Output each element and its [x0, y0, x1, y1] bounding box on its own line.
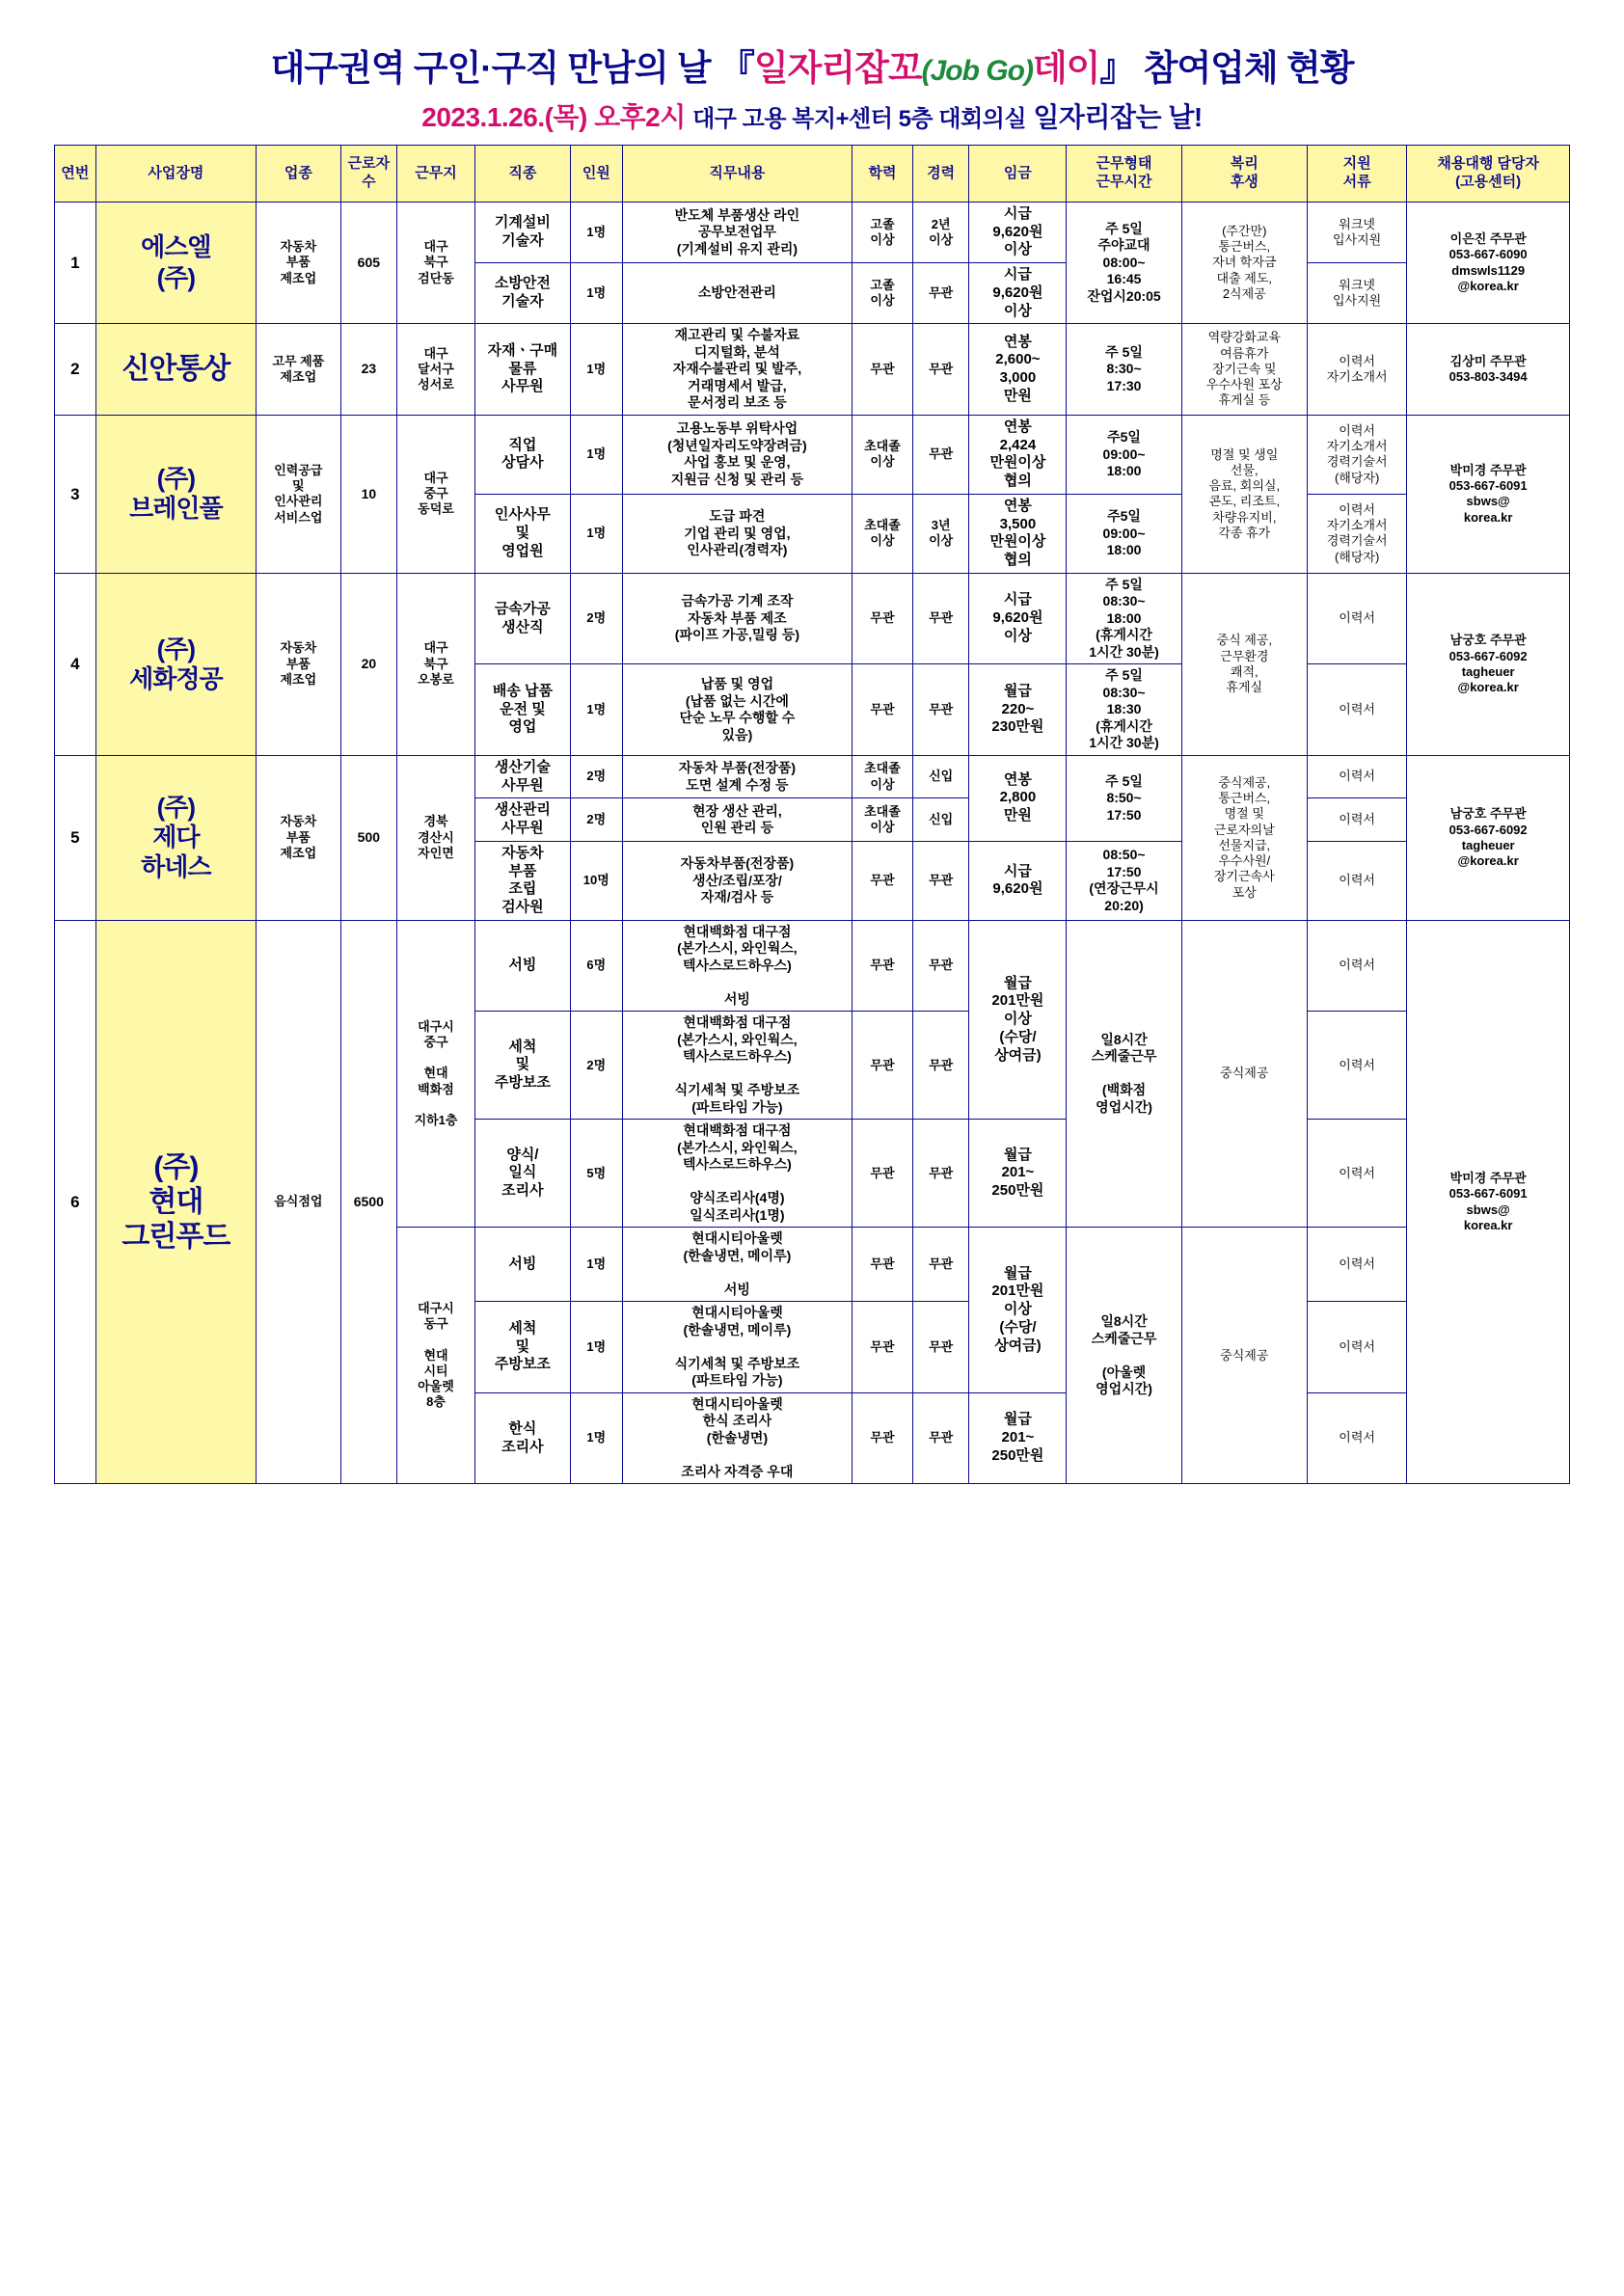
- cell-count: 5명: [570, 1120, 622, 1228]
- cell-company: (주) 제다 하네스: [95, 755, 256, 920]
- table-row: [55, 573, 1570, 664]
- cell-welfare: 명절 및 생일 선물, 음료, 회의실, 콘도, 리조트, 차량유지비, 각종 휴가: [1181, 415, 1307, 573]
- cell-workers: 6500: [340, 920, 396, 1484]
- cell-workers: 10: [340, 415, 396, 573]
- cell-education: 초대졸 이상: [853, 494, 913, 573]
- cell-manager: 남궁호 주무관 053-667-6092 tagheuer @korea.kr: [1407, 573, 1570, 755]
- col-manager: 채용대행 담당자 (고용센터): [1407, 146, 1570, 203]
- cell-education: 무관: [853, 573, 913, 664]
- cell-education: 무관: [853, 1302, 913, 1393]
- cell-job: 서빙: [474, 920, 570, 1012]
- cell-worktime: 주 5일 8:30~ 17:30: [1067, 324, 1181, 416]
- cell-pay: 연봉 2,600~ 3,000 만원: [969, 324, 1067, 416]
- cell-location: 대구 북구 검단동: [397, 202, 475, 324]
- cell-worktime: 주 5일 8:50~ 17:50: [1067, 755, 1181, 841]
- cell-documents: 이력서 자기소개서: [1307, 324, 1406, 416]
- cell-worktime: 일8시간 스케줄근무 (백화점 영업시간): [1067, 920, 1181, 1228]
- cell-pay: 연봉 3,500 만원이상 협의: [969, 494, 1067, 573]
- cell-career: 무관: [912, 324, 968, 416]
- cell-career: 무관: [912, 841, 968, 920]
- cell-pay: 월급 201만원 이상 (수당/ 상여금): [969, 920, 1067, 1120]
- cell-no: 5: [55, 755, 96, 920]
- page-subtitle: [54, 96, 1570, 135]
- cell-education: 초대졸 이상: [853, 415, 913, 494]
- cell-job: 자재ㆍ구매 물류 사무원: [474, 324, 570, 416]
- cell-count: 1명: [570, 664, 622, 756]
- cell-industry: 자동차 부품 제조업: [257, 755, 341, 920]
- cell-worktime: 주 5일 08:30~ 18:30 (휴게시간 1시간 30분): [1067, 664, 1181, 756]
- cell-count: 1명: [570, 1302, 622, 1393]
- cell-job: 양식/ 일식 조리사: [474, 1120, 570, 1228]
- cell-pay: 월급 201만원 이상 (수당/ 상여금): [969, 1228, 1067, 1393]
- cell-worktime: 일8시간 스케줄근무 (아울렛 영업시간): [1067, 1228, 1181, 1484]
- table-header-row: [55, 146, 1570, 203]
- cell-documents: 이력서: [1307, 920, 1406, 1012]
- cell-duty: 자동차부품(전장품) 생산/조립/포장/ 자재/검사 등: [622, 841, 852, 920]
- cell-documents: 이력서: [1307, 798, 1406, 842]
- cell-career: 무관: [912, 573, 968, 664]
- cell-manager: 남궁호 주무관 053-667-6092 tagheuer @korea.kr: [1407, 755, 1570, 920]
- cell-welfare: 역량강화교육 여름휴가 장기근속 및 우수사원 포상 휴게실 등: [1181, 324, 1307, 416]
- title-jobgo: (Job Go): [921, 55, 1033, 87]
- cell-pay: 월급 220~ 230만원: [969, 664, 1067, 756]
- cell-duty: 현대백화점 대구점 (본가스시, 와인웍스, 텍사스로드하우스) 서빙: [622, 920, 852, 1012]
- cell-worktime: 주 5일 08:30~ 18:00 (휴게시간 1시간 30분): [1067, 573, 1181, 664]
- page-title: [54, 46, 1570, 91]
- cell-career: 무관: [912, 415, 968, 494]
- cell-count: 2명: [570, 573, 622, 664]
- cell-manager: 박미경 주무관 053-667-6091 sbws@ korea.kr: [1407, 415, 1570, 573]
- cell-duty: 현대백화점 대구점 (본가스시, 와인웍스, 텍사스로드하우스) 식기세척 및 주방보조 (파트타임 가능): [622, 1012, 852, 1120]
- cell-no: 2: [55, 324, 96, 416]
- cell-job: 금속가공 생산직: [474, 573, 570, 664]
- col-education: 학력: [853, 146, 913, 203]
- cell-no: 4: [55, 573, 96, 755]
- cell-company: 신안통상: [95, 324, 256, 416]
- cell-duty: 현장 생산 관리, 인원 관리 등: [622, 798, 852, 842]
- table-row: [55, 755, 1570, 798]
- cell-location: 경북 경산시 자인면: [397, 755, 475, 920]
- cell-career: 3년 이상: [912, 494, 968, 573]
- cell-pay: 시급 9,620원 이상: [969, 573, 1067, 664]
- cell-count: 2명: [570, 798, 622, 842]
- cell-pay: 시급 9,620원 이상: [969, 202, 1067, 262]
- cell-education: 초대졸 이상: [853, 755, 913, 798]
- cell-documents: 이력서: [1307, 1120, 1406, 1228]
- cell-count: 2명: [570, 755, 622, 798]
- cell-workers: 20: [340, 573, 396, 755]
- cell-duty: 자동차 부품(전장품) 도면 설계 수정 등: [622, 755, 852, 798]
- cell-job: 자동차 부품 조립 검사원: [474, 841, 570, 920]
- cell-job: 생산관리 사무원: [474, 798, 570, 842]
- title-highlight2: 데이: [1032, 48, 1100, 88]
- cell-worktime: 08:50~ 17:50 (연장근무시 20:20): [1067, 841, 1181, 920]
- table-header: [55, 146, 1570, 203]
- col-industry: 업종: [257, 146, 341, 203]
- cell-career: 무관: [912, 263, 968, 324]
- cell-company: (주) 브레인풀: [95, 415, 256, 573]
- cell-job: 서빙: [474, 1228, 570, 1302]
- cell-worktime: 주 5일 주야교대 08:00~ 16:45 잔업시20:05: [1067, 202, 1181, 324]
- col-workers: 근로자 수: [340, 146, 396, 203]
- cell-career: 2년 이상: [912, 202, 968, 262]
- cell-duty: 현대시티아울렛 (한솔냉면, 메이루) 서빙: [622, 1228, 852, 1302]
- cell-career: 무관: [912, 1120, 968, 1228]
- cell-duty: 재고관리 및 수불자료 디지털화, 분석 자재수불관리 및 발주, 거래명세서 발급, 문서정리 보조 등: [622, 324, 852, 416]
- cell-job: 세척 및 주방보조: [474, 1302, 570, 1393]
- cell-pay: 시급 9,620원: [969, 841, 1067, 920]
- cell-documents: 이력서: [1307, 1012, 1406, 1120]
- table-row: [55, 202, 1570, 262]
- cell-location: 대구 달서구 성서로: [397, 324, 475, 416]
- cell-documents: 이력서: [1307, 1302, 1406, 1393]
- cell-welfare: (주간만) 통근버스, 자녀 학자금 대출 제도, 2식제공: [1181, 202, 1307, 324]
- subtitle-place: 대구 고용 복지+센터 5층 대회의실: [692, 106, 1027, 133]
- cell-welfare: 중식제공: [1181, 920, 1307, 1228]
- cell-location: 대구시 동구 현대 시티 아울렛 8층: [397, 1228, 475, 1484]
- cell-count: 10명: [570, 841, 622, 920]
- cell-education: 무관: [853, 1120, 913, 1228]
- cell-documents: 워크넷 입사지원: [1307, 202, 1406, 262]
- cell-pay: 월급 201~ 250만원: [969, 1120, 1067, 1228]
- cell-welfare: 중식제공: [1181, 1228, 1307, 1484]
- cell-career: 무관: [912, 1392, 968, 1484]
- subtitle-date: 2023.1.26.(목) 오후2시: [421, 102, 686, 133]
- cell-education: 무관: [853, 841, 913, 920]
- cell-documents: 이력서: [1307, 755, 1406, 798]
- cell-pay: 연봉 2,424 만원이상 협의: [969, 415, 1067, 494]
- cell-count: 2명: [570, 1012, 622, 1120]
- col-company: 사업장명: [95, 146, 256, 203]
- cell-education: 무관: [853, 1392, 913, 1484]
- cell-worktime: 주5일 09:00~ 18:00: [1067, 415, 1181, 494]
- cell-documents: 이력서: [1307, 573, 1406, 664]
- cell-education: 무관: [853, 664, 913, 756]
- table-row: [55, 920, 1570, 1012]
- col-career: 경력: [912, 146, 968, 203]
- cell-company: (주) 현대 그린푸드: [95, 920, 256, 1484]
- cell-career: 신입: [912, 798, 968, 842]
- cell-duty: 현대시티아울렛 (한솔냉면, 메이루) 식기세척 및 주방보조 (파트타임 가능): [622, 1302, 852, 1393]
- cell-duty: 현대백화점 대구점 (본가스시, 와인웍스, 텍사스로드하우스) 양식조리사(4명) 일식조리사(1명): [622, 1120, 852, 1228]
- cell-industry: 음식점업: [257, 920, 341, 1484]
- cell-count: 1명: [570, 1228, 622, 1302]
- cell-duty: 현대시티아울렛 한식 조리사 (한솔냉면) 조리사 자격증 우대: [622, 1392, 852, 1484]
- cell-duty: 반도체 부품생산 라인 공무보전업무 (기계설비 유지 관리): [622, 202, 852, 262]
- cell-education: 고졸 이상: [853, 263, 913, 324]
- cell-career: 무관: [912, 1012, 968, 1120]
- cell-documents: 이력서: [1307, 841, 1406, 920]
- cell-job: 소방안전 기술자: [474, 263, 570, 324]
- cell-welfare: 중식제공, 통근버스, 명절 및 근로자의날 선물지급, 우수사원/ 장기근속사 포상: [1181, 755, 1307, 920]
- cell-count: 1명: [570, 263, 622, 324]
- cell-pay: 시급 9,620원 이상: [969, 263, 1067, 324]
- cell-career: 신입: [912, 755, 968, 798]
- cell-career: 무관: [912, 1228, 968, 1302]
- cell-count: 6명: [570, 920, 622, 1012]
- participating-companies-table: [54, 145, 1570, 1484]
- title-pre: 대구권역 구인·구직 만남의 날 『: [270, 48, 754, 88]
- col-job: 직종: [474, 146, 570, 203]
- cell-no: 1: [55, 202, 96, 324]
- cell-education: 고졸 이상: [853, 202, 913, 262]
- cell-documents: 이력서 자기소개서 경력기술서 (해당자): [1307, 494, 1406, 573]
- cell-workers: 23: [340, 324, 396, 416]
- cell-location: 대구 북구 오봉로: [397, 573, 475, 755]
- col-duty: 직무내용: [622, 146, 852, 203]
- cell-location: 대구 중구 동덕로: [397, 415, 475, 573]
- cell-career: 무관: [912, 1302, 968, 1393]
- table-row: [55, 415, 1570, 494]
- cell-location: 대구시 중구 현대 백화점 지하1층: [397, 920, 475, 1228]
- cell-industry: 자동차 부품 제조업: [257, 573, 341, 755]
- cell-welfare: 중식 제공, 근무환경 쾌적, 휴게실: [1181, 573, 1307, 755]
- table-body: [55, 202, 1570, 1484]
- cell-duty: 소방안전관리: [622, 263, 852, 324]
- cell-job: 직업 상담사: [474, 415, 570, 494]
- title-block: [54, 46, 1570, 135]
- cell-no: 6: [55, 920, 96, 1484]
- cell-manager: 박미경 주무관 053-667-6091 sbws@ korea.kr: [1407, 920, 1570, 1484]
- col-documents: 지원 서류: [1307, 146, 1406, 203]
- cell-documents: 이력서: [1307, 1228, 1406, 1302]
- cell-job: 한식 조리사: [474, 1392, 570, 1484]
- cell-job: 기계설비 기술자: [474, 202, 570, 262]
- cell-count: 1명: [570, 324, 622, 416]
- cell-career: 무관: [912, 920, 968, 1012]
- cell-pay: 연봉 2,800 만원: [969, 755, 1067, 841]
- col-count: 인원: [570, 146, 622, 203]
- col-no: 연번: [55, 146, 96, 203]
- cell-duty: 금속가공 기계 조작 자동차 부품 제조 (파이프 가공,밀링 등): [622, 573, 852, 664]
- col-worktime: 근무형태 근무시간: [1067, 146, 1181, 203]
- cell-count: 1명: [570, 1392, 622, 1484]
- cell-documents: 이력서 자기소개서 경력기술서 (해당자): [1307, 415, 1406, 494]
- cell-company: (주) 세화정공: [95, 573, 256, 755]
- cell-job: 생산기술 사무원: [474, 755, 570, 798]
- cell-count: 1명: [570, 494, 622, 573]
- cell-manager: 김상미 주무관 053-803-3494: [1407, 324, 1570, 416]
- title-post: 』 참여업체 현황: [1099, 48, 1354, 88]
- subtitle-tag: 일자리잡는 날!: [1033, 102, 1203, 133]
- cell-duty: 고용노동부 위탁사업 (청년일자리도약장려금) 사업 홍보 및 운영, 지원금 신청 및 관리 등: [622, 415, 852, 494]
- cell-industry: 인력공급 및 인사관리 서비스업: [257, 415, 341, 573]
- cell-documents: 워크넷 입사지원: [1307, 263, 1406, 324]
- cell-duty: 도급 파견 기업 관리 및 영업, 인사관리(경력자): [622, 494, 852, 573]
- cell-no: 3: [55, 415, 96, 573]
- cell-workers: 605: [340, 202, 396, 324]
- cell-education: 무관: [853, 1228, 913, 1302]
- cell-company: 에스엘 (주): [95, 202, 256, 324]
- cell-career: 무관: [912, 664, 968, 756]
- cell-job: 배송 납품 운전 및 영업: [474, 664, 570, 756]
- title-highlight: 일자리잡꼬: [753, 48, 922, 88]
- cell-education: 무관: [853, 324, 913, 416]
- cell-count: 1명: [570, 202, 622, 262]
- cell-education: 무관: [853, 920, 913, 1012]
- cell-worktime: 주5일 09:00~ 18:00: [1067, 494, 1181, 573]
- table-row: [55, 324, 1570, 416]
- cell-documents: 이력서: [1307, 1392, 1406, 1484]
- cell-education: 초대졸 이상: [853, 798, 913, 842]
- cell-duty: 납품 및 영업 (납품 없는 시간에 단순 노무 수행할 수 있음): [622, 664, 852, 756]
- cell-job: 인사사무 및 영업원: [474, 494, 570, 573]
- cell-pay: 월급 201~ 250만원: [969, 1392, 1067, 1484]
- cell-industry: 자동차 부품 제조업: [257, 202, 341, 324]
- col-location: 근무지: [397, 146, 475, 203]
- cell-count: 1명: [570, 415, 622, 494]
- cell-documents: 이력서: [1307, 664, 1406, 756]
- cell-job: 세척 및 주방보조: [474, 1012, 570, 1120]
- cell-manager: 이은진 주무관 053-667-6090 dmswls1129 @korea.kr: [1407, 202, 1570, 324]
- cell-workers: 500: [340, 755, 396, 920]
- cell-industry: 고무 제품 제조업: [257, 324, 341, 416]
- col-welfare: 복리 후생: [1181, 146, 1307, 203]
- col-pay: 임금: [969, 146, 1067, 203]
- cell-education: 무관: [853, 1012, 913, 1120]
